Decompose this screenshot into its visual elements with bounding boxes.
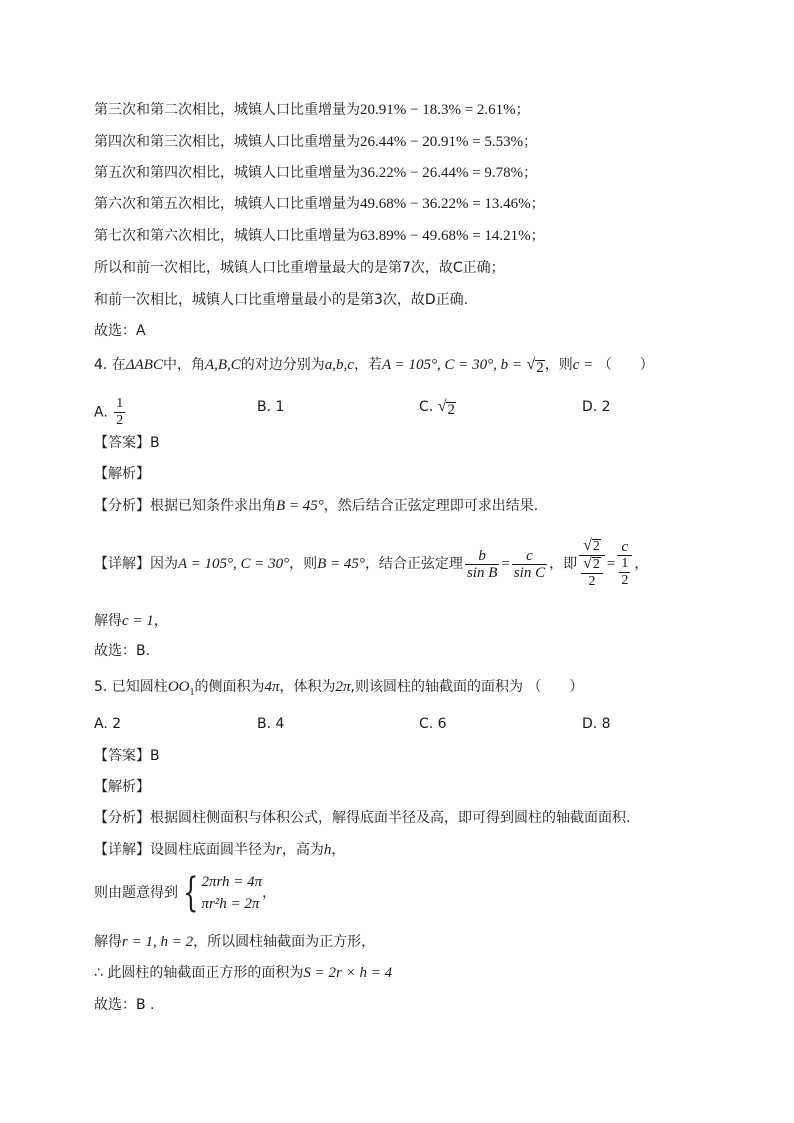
line-end: ；	[530, 228, 545, 244]
q5-option-a: A. 2	[94, 716, 122, 732]
solution-line-seventh	[94, 226, 545, 246]
substituted-fraction-left: √ 2 √ 2 2	[579, 538, 605, 590]
line-text: 第五次和第四次相比，城镇人口比重增量为	[94, 165, 360, 181]
q4-text: 中，角	[162, 357, 205, 373]
equation-2: πr²h = 2π	[201, 896, 260, 912]
solution-conclusion-max: 所以和前一次相比，城镇人口比重增量最大的是第7次，故C正确；	[94, 260, 505, 276]
solution-choice: 故选：A	[94, 323, 146, 339]
q4-answer: 【答案】B	[94, 435, 160, 451]
q4-option-b: B. 1	[257, 399, 285, 415]
solution-line-third	[94, 100, 530, 120]
q5-answer: 【答案】B	[94, 748, 160, 764]
q4-sqrt: √ 2	[526, 356, 544, 376]
line-math: 49.68% − 36.22% = 13.46%	[360, 196, 531, 212]
line-text: 第三次和第二次相比，城镇人口比重增量为	[94, 102, 360, 118]
law-of-sines-c: $\frac{c}{\text{sin C}}$	[513, 547, 546, 581]
question-4-stem	[94, 355, 654, 375]
q4-analysis-heading: 【解析】	[94, 466, 150, 482]
q4-triangle: ΔABC	[125, 357, 163, 373]
q4-option-c: C. √ 2	[419, 398, 455, 418]
q5-equation-system: 则由题意得到 { 2πrh = 4π πr²h = 2π ，	[94, 870, 277, 916]
q4-prefix: 4. 在	[94, 357, 126, 373]
line-text: 第七次和第六次相比，城镇人口比重增量为	[94, 228, 360, 244]
q5-analysis-heading: 【解析】	[94, 779, 150, 795]
q4-sides: a,b,c	[324, 357, 354, 373]
q5-detail: 【详解】设圆柱底面圆半径为r，高为h，	[94, 842, 346, 858]
q4-text: 的对边分别为	[240, 357, 325, 373]
q5-choice: 故选：B .	[94, 997, 155, 1013]
solution-line-sixth	[94, 194, 545, 214]
q5-option-b: B. 4	[257, 716, 285, 732]
line-text: 第四次和第三次相比，城镇人口比重增量为	[94, 134, 360, 150]
q4-text: ，则	[544, 357, 573, 373]
q5-solve: 解得r = 1, h = 2，所以圆柱轴截面为正方形，	[94, 934, 376, 950]
line-math: 63.89% − 49.68% = 14.21%	[360, 228, 531, 244]
q5-therefore: ∴ 此圆柱的轴截面正方形的面积为S = 2r × h = 4	[94, 965, 393, 981]
q5-cylinder: OO	[167, 679, 190, 695]
line-end: ；	[523, 165, 538, 181]
q4-solve: 解得c = 1，	[94, 613, 168, 629]
q4-angles: A,B,C	[204, 357, 241, 373]
q5-option-d: D. 8	[582, 716, 611, 732]
solution-line-fourth	[94, 132, 537, 152]
q5-analysis: 【分析】根据圆柱侧面积与体积公式，解得底面半径及高，即可得到圆柱的轴截面面积.	[94, 810, 631, 826]
solution-conclusion-min: 和前一次相比，城镇人口比重增量最小的是第3次，故D正确.	[94, 292, 469, 308]
equation-1: 2πrh = 4π	[201, 874, 263, 890]
q4-analysis: 【分析】根据已知条件求出角B = 45°，然后结合正弦定理即可求出结果.	[94, 498, 539, 514]
q4-option-d: D. 2	[582, 399, 611, 415]
q4-ask: c =	[572, 357, 594, 373]
q4-paren: （ ）	[597, 357, 654, 373]
q4-option-a-fraction: $\frac{1}{2}$	[116, 396, 124, 428]
q5-option-c: C. 6	[419, 716, 447, 732]
solution-line-fifth	[94, 163, 537, 183]
line-end: ；	[530, 196, 545, 212]
q4-text: ，若	[353, 357, 382, 373]
line-math: 36.22% − 26.44% = 9.78%	[360, 165, 524, 181]
q4-option-a: A. $\frac{1}{2}$	[94, 396, 124, 428]
question-5-stem: 5. 已知圆柱$OO_1$的侧面积为4π，体积为2π,则该圆柱的轴截面的面积为 （ ）	[94, 679, 584, 698]
line-text: 第六次和第五次相比，城镇人口比重增量为	[94, 196, 360, 212]
law-of-sines-b: $\frac{b}{\text{sin B}}$	[466, 547, 498, 581]
q4-condition: A = 105°, C = 30°, b =	[381, 357, 522, 373]
line-end: ；	[515, 102, 530, 118]
q4-choice: 故选：B.	[94, 643, 151, 659]
q4-detail: 【详解】因为 A = 105°, C = 30° ，则 B = 45° ，结合正弦定理 $\frac{b}{\text{sin B}}$ = $\frac{c}{\text{sin C}}$ ，即 √ 2 √ 2 2 = $\frac{c}{\frac{1}{2}}$ ，	[94, 537, 649, 589]
line-end: ；	[523, 134, 538, 150]
line-math: 20.91% − 18.3% = 2.61%	[360, 102, 516, 118]
substituted-fraction-right: $\frac{c}{\frac{1}{2}}$	[617, 539, 632, 589]
line-math: 26.44% − 20.91% = 5.53%	[360, 134, 524, 150]
